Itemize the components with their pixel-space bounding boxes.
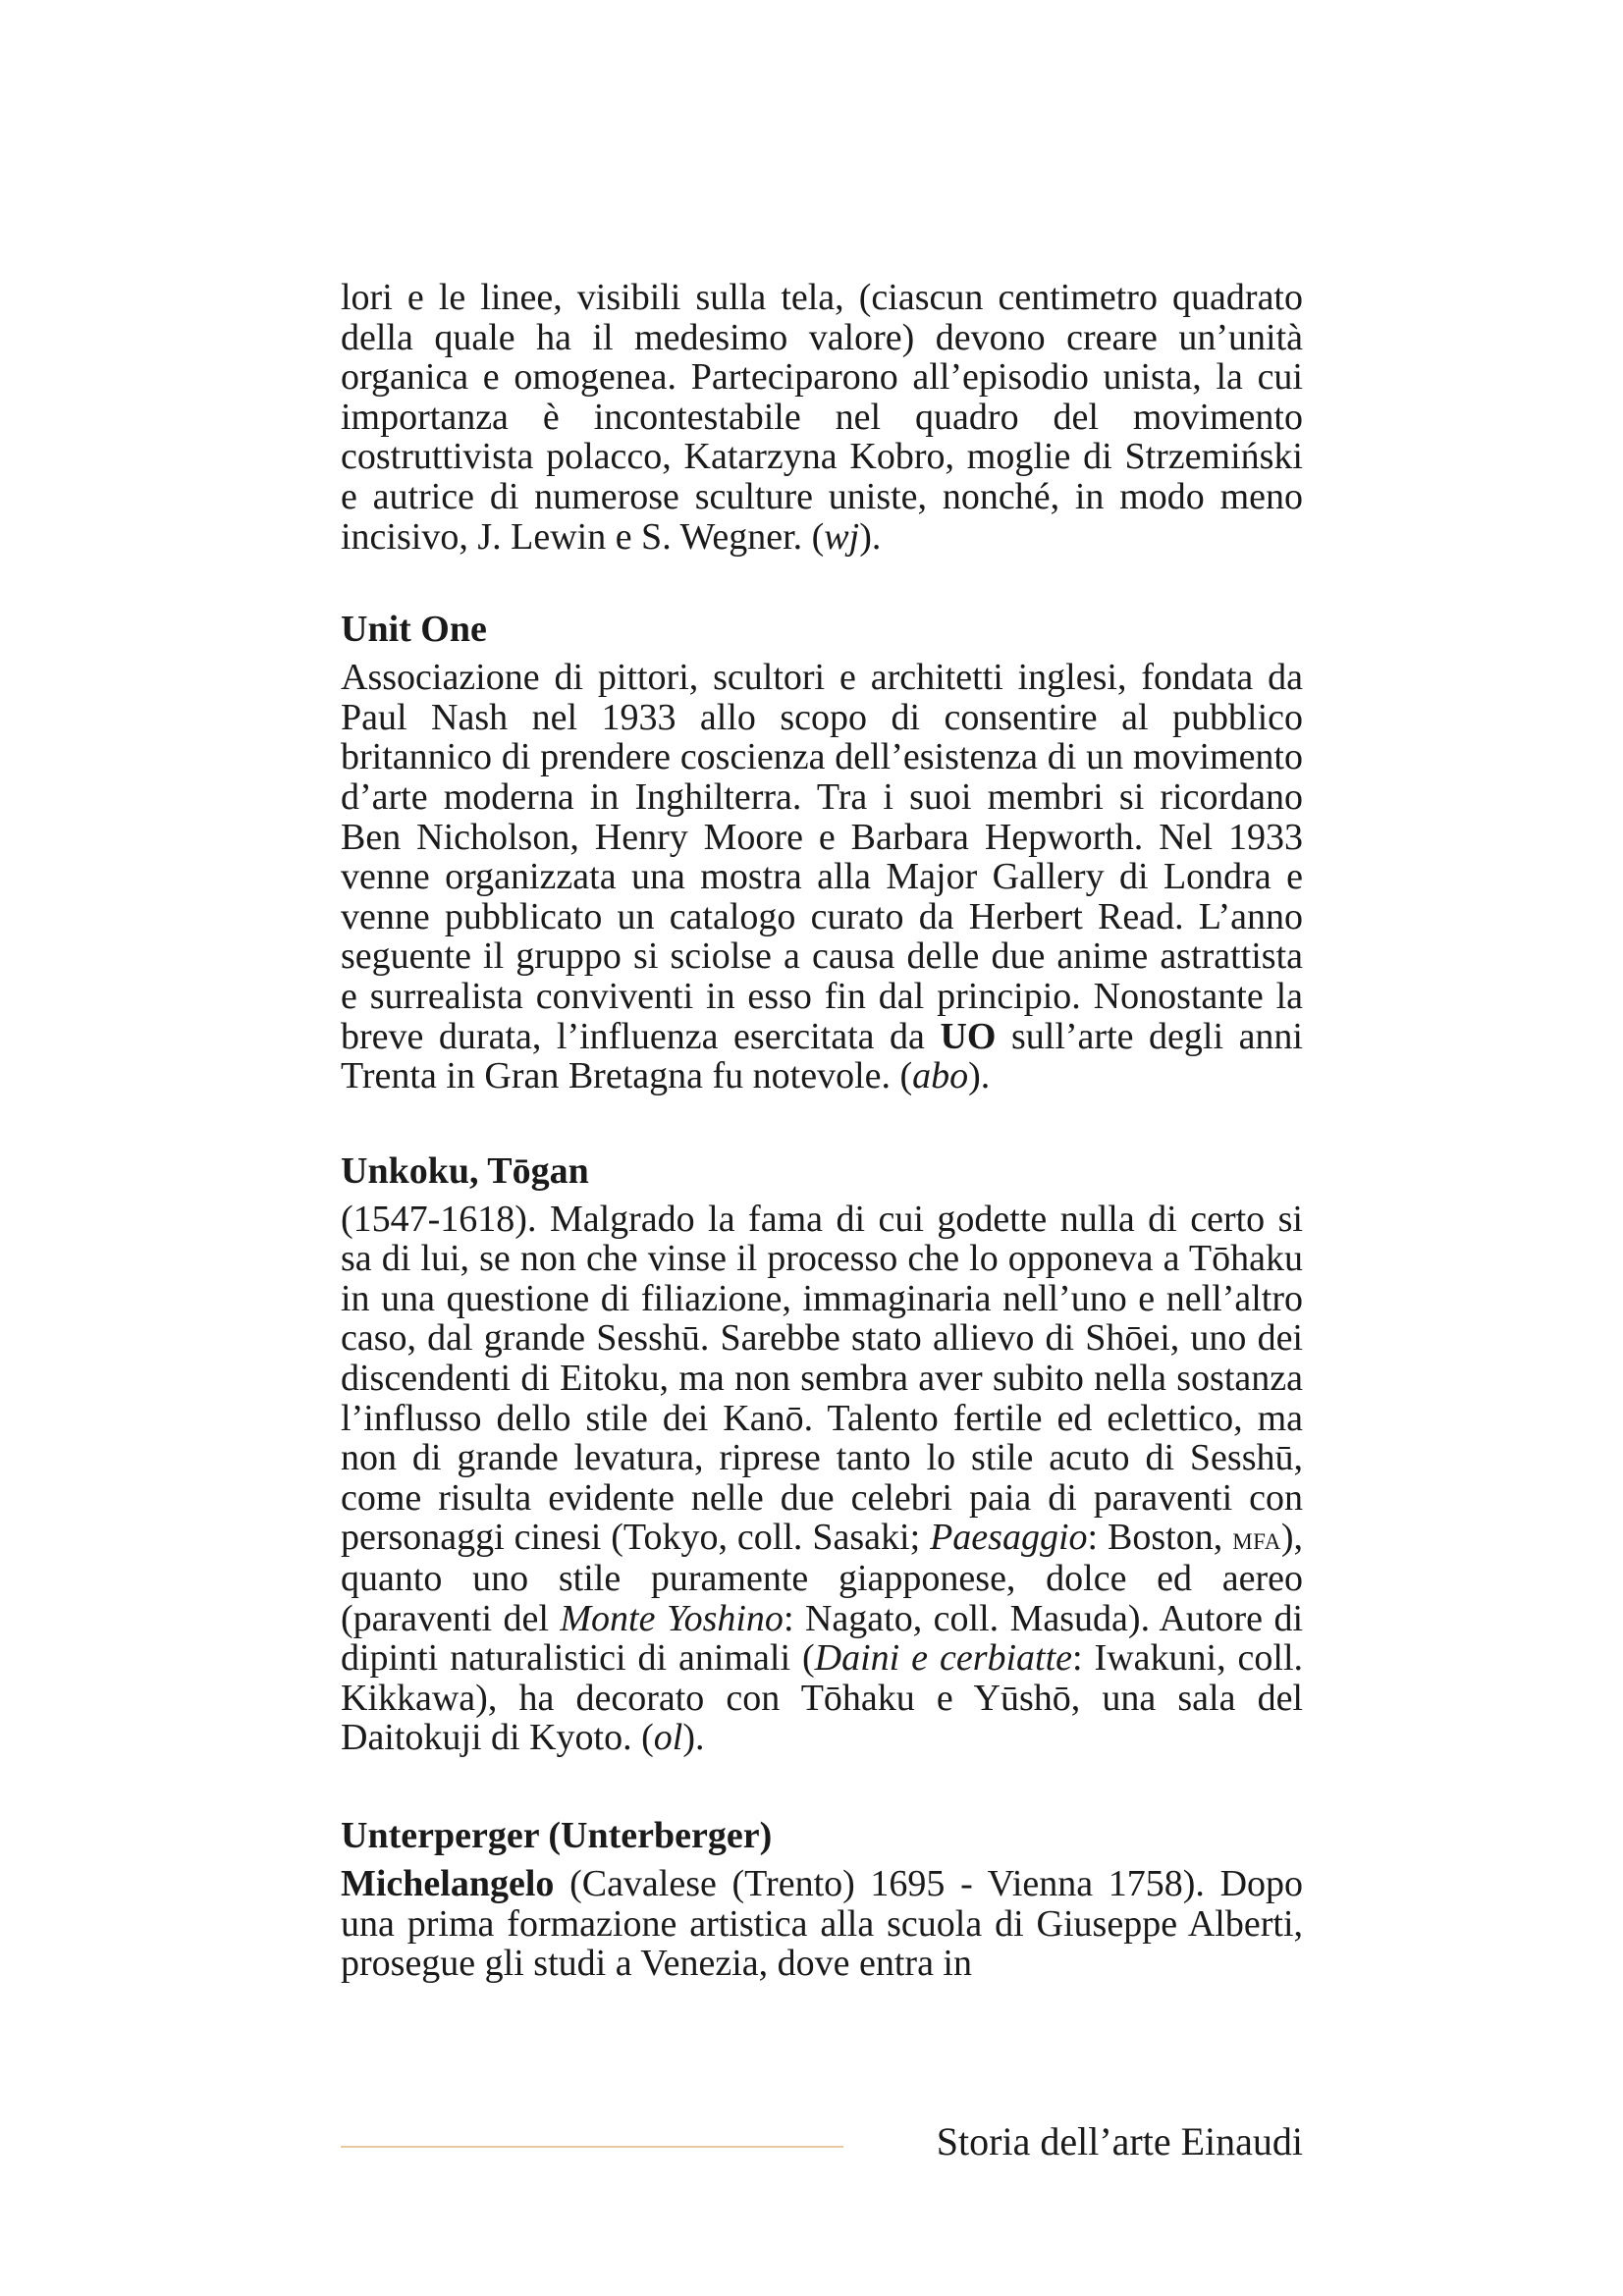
entry-text: (1547-1618). Malgrado la fama di cui godette nulla di certo si sa di lui, se non che vinse il processo che lo opponeva a Tōhaku in una questione di filiazione, immaginaria nell’uno e nell’altro caso, dal grande Sesshū. Sarebbe stato allievo di Shōei, uno dei discendenti di Eitoku, ma non sembra aver subito nella sostanza l’influsso dello stile dei Kanō. Talento fertile ed eclettico, ma non di grande levatura, riprese tanto lo stile acuto di Sesshū, come risulta evidente nelle due celebri paia di paraventi con personaggi cinesi (Tokyo, coll. Sasaki; <box>341 1198 1303 1559</box>
entry-signature-close: ). <box>682 1717 705 1759</box>
entry-text: ), quanto uno stile puramente giapponese, dolce ed aereo (paraventi del <box>341 1517 1303 1639</box>
entry-unkoku-togan <box>341 1148 1303 1758</box>
intro-signature: wj <box>824 515 860 558</box>
artwork-title: Monte Yoshino <box>560 1597 784 1639</box>
entry-text: Associazione di pittori, scultori e architetti inglesi, fondata da Paul Nash nel 1933 allo scopo di consentire al pubblico britannico di prendere coscienza dell’esistenza di un movimento d’arte moderna in Inghilterra. Tra i suoi membri si ricordano Ben Nicholson, Henry Moore e Barbara Hepworth. Nel 1933 venne organizzata una mostra alla Major Gallery di Londra e venne pubblicato un catalogo curato da Herbert Read. L’anno seguente il gruppo si sciolse a causa delle due anime astrattista e surrealista conviventi in esso fin dal principio. Nonostante la breve durata, l’influenza esercitata da <box>341 657 1303 1057</box>
artwork-title: Daini e cerbiatte <box>814 1637 1073 1680</box>
page-footer <box>341 2116 1303 2175</box>
entry-body <box>341 1864 1303 1984</box>
footer-publication-title: Storia dell’arte Einaudi <box>936 2119 1303 2163</box>
intro-signature-open: ( <box>811 515 825 558</box>
entry-text: : Iwakuni, coll. Kikkawa), ha decorato con Tōhaku e Yūshō, una sala del Daitokuji di Kyoto. ( <box>341 1637 1304 1759</box>
entry-abbreviation: UO <box>940 1015 997 1057</box>
entry-body <box>341 1200 1303 1758</box>
entry-text: sull’arte degli anni Trenta in Gran Bretagna fu notevole. ( <box>341 1015 1303 1097</box>
document-page <box>341 278 1303 1984</box>
entry-unit-one <box>341 607 1303 1096</box>
entry-signature: abo <box>912 1055 969 1097</box>
entry-lead-name: Michelangelo <box>341 1863 555 1904</box>
artwork-title: Paesaggio <box>930 1517 1088 1559</box>
entry-title: Unkoku, Tōgan <box>341 1149 589 1192</box>
intro-signature-close: ). <box>859 515 882 558</box>
museum-abbreviation: mfa <box>1232 1521 1281 1557</box>
intro-paragraph <box>341 278 1303 557</box>
entry-title: Unterperger (Unterberger) <box>341 1815 773 1856</box>
entry-text: (Cavalese (Trento) 1695 - Vienna 1758). Dopo una prima formazione artistica alla scuola di Giuseppe Alberti, prosegue gli studi a Venezia, dove entra in <box>341 1863 1304 1985</box>
intro-text: lori e le linee, visibili sulla tela, (ciascun centimetro quadrato della quale ha il medesimo valore) devono creare un’unità organica e omogenea. Parteciparono all’episodio unista, la cui importanza è incontestabile nel quadro del movimento costruttivista polacco, Katarzyna Kobro, moglie di Strzemiński e autrice di numerose sculture uniste, nonché, in modo meno incisivo, J. Lewin e S. Wegner. <box>341 277 1303 558</box>
entry-unterperger <box>341 1813 1303 1984</box>
entry-body <box>341 658 1303 1096</box>
entry-signature: ol <box>653 1717 683 1759</box>
entry-title: Unit One <box>341 609 487 651</box>
entry-text: : Nagato, coll. Masuda). Autore di dipinti naturalistici di animali ( <box>341 1597 1303 1680</box>
footer-rule <box>341 2146 843 2148</box>
entry-signature-close: ). <box>968 1055 991 1097</box>
entry-text: : Boston, <box>1087 1517 1223 1559</box>
